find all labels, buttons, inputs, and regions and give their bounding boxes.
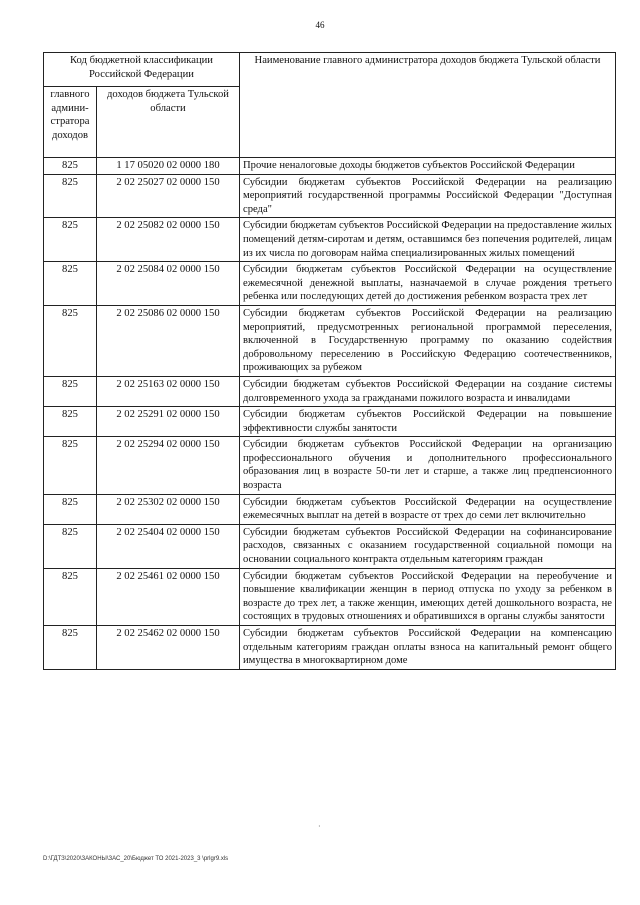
table-row [44, 494, 616, 524]
table-row [44, 568, 616, 625]
name-cell: Субсидии бюджетам субъектов Российской Федерации на софинансирование расходов, связанных с оказанием государственной социальной помощи на основании социального контракта отдельным категориям граждан [240, 524, 616, 568]
header-admin-column: главного админи-стратора доходов [44, 87, 97, 158]
table-row [44, 218, 616, 262]
table-row [44, 305, 616, 376]
income-code-cell: 2 02 25163 02 0000 150 [97, 376, 240, 406]
table-row [44, 376, 616, 406]
table-row [44, 437, 616, 494]
name-cell: Субсидии бюджетам субъектов Российской Федерации на переобучение и повышение квалификации женщин в период отпуска по уходу за ребенком в возрасте до трех лет, а также женщин, имеющих детей дошкольного возраста, не состоящих в трудовых отношениях и обратившихся в органы службы занятости [240, 568, 616, 625]
admin-code-cell: 825 [44, 158, 97, 175]
admin-code-cell: 825 [44, 305, 97, 376]
admin-code-cell: 825 [44, 174, 97, 218]
admin-code-cell: 825 [44, 568, 97, 625]
admin-code-cell: 825 [44, 376, 97, 406]
admin-code-cell: 825 [44, 437, 97, 494]
income-code-cell: 2 02 25086 02 0000 150 [97, 305, 240, 376]
page-number: 46 [315, 20, 325, 30]
name-cell: Субсидии бюджетам субъектов Российской Федерации на организацию профессионального обучения и дополнительного профессионального образования лиц в возрасте 50-ти лет и старше, а также лиц предпенсионного возраста [240, 437, 616, 494]
admin-code-cell: 825 [44, 218, 97, 262]
table-row [44, 626, 616, 670]
name-cell: Субсидии бюджетам субъектов Российской Федерации на осуществление ежемесячной денежной выплаты, назначаемой в случае рождения третьего ребенка или последующих детей до достижения ребенком возраста трех лет [240, 262, 616, 306]
header-row-top [44, 53, 616, 87]
income-code-cell: 1 17 05020 02 0000 180 [97, 158, 240, 175]
footer-file-path: D:\ГДТЗ\2020\ЗАКОНЫ\ЗАС_20\Бюджет ТО 2021-2023_3 \prlgr9.xls [43, 856, 229, 862]
table-row [44, 524, 616, 568]
name-cell: Субсидии бюджетам субъектов Российской Федерации на создание системы долговременного ухода за гражданами пожилого возраста и инвалидами [240, 376, 616, 406]
name-cell: Субсидии бюджетам субъектов Российской Федерации на повышение эффективности службы занятости [240, 407, 616, 437]
name-cell: Субсидии бюджетам субъектов Российской Федерации на компенсацию отдельным категориям граждан оплаты взноса на капитальный ремонт общего имущества в многоквартирном доме [240, 626, 616, 670]
table-row [44, 174, 616, 218]
name-cell: Субсидии бюджетам субъектов Российской Федерации на предоставление жилых помещений детям-сиротам и детям, оставшимся без попечения родителей, лицам из их числа по договорам найма специализированных жилых помещений [240, 218, 616, 262]
admin-code-cell: 825 [44, 407, 97, 437]
bottom-mark: · [318, 822, 321, 831]
name-cell: Субсидии бюджетам субъектов Российской Федерации на осуществление ежемесячных выплат на детей в возрасте от трех до семи лет включительно [240, 494, 616, 524]
budget-classification-table [43, 52, 616, 670]
table-row [44, 262, 616, 306]
header-income-column: доходов бюджета Тульской области [97, 87, 240, 158]
income-code-cell: 2 02 25084 02 0000 150 [97, 262, 240, 306]
header-name-column: Наименование главного администратора доходов бюджета Тульской области [240, 53, 616, 158]
income-code-cell: 2 02 25302 02 0000 150 [97, 494, 240, 524]
income-code-cell: 2 02 25027 02 0000 150 [97, 174, 240, 218]
income-code-cell: 2 02 25461 02 0000 150 [97, 568, 240, 625]
admin-code-cell: 825 [44, 626, 97, 670]
table-row [44, 407, 616, 437]
admin-code-cell: 825 [44, 524, 97, 568]
income-code-cell: 2 02 25404 02 0000 150 [97, 524, 240, 568]
income-code-cell: 2 02 25462 02 0000 150 [97, 626, 240, 670]
admin-code-cell: 825 [44, 494, 97, 524]
name-cell: Субсидии бюджетам субъектов Российской Федерации на реализацию мероприятий государственной программы Российской Федерации "Доступная среда" [240, 174, 616, 218]
income-code-cell: 2 02 25291 02 0000 150 [97, 407, 240, 437]
income-code-cell: 2 02 25294 02 0000 150 [97, 437, 240, 494]
income-code-cell: 2 02 25082 02 0000 150 [97, 218, 240, 262]
admin-code-cell: 825 [44, 262, 97, 306]
header-code-group: Код бюджетной классификации Российской Федерации [44, 53, 240, 87]
name-cell: Прочие неналоговые доходы бюджетов субъектов Российской Федерации [240, 158, 616, 175]
name-cell: Субсидии бюджетам субъектов Российской Федерации на реализацию мероприятий, предусмотренных региональной программой переселения, включенной в Государственную программу по оказанию содействия добровольному переселению в Российскую Федерацию соотечественников, проживающих за рубежом [240, 305, 616, 376]
table-row [44, 158, 616, 175]
